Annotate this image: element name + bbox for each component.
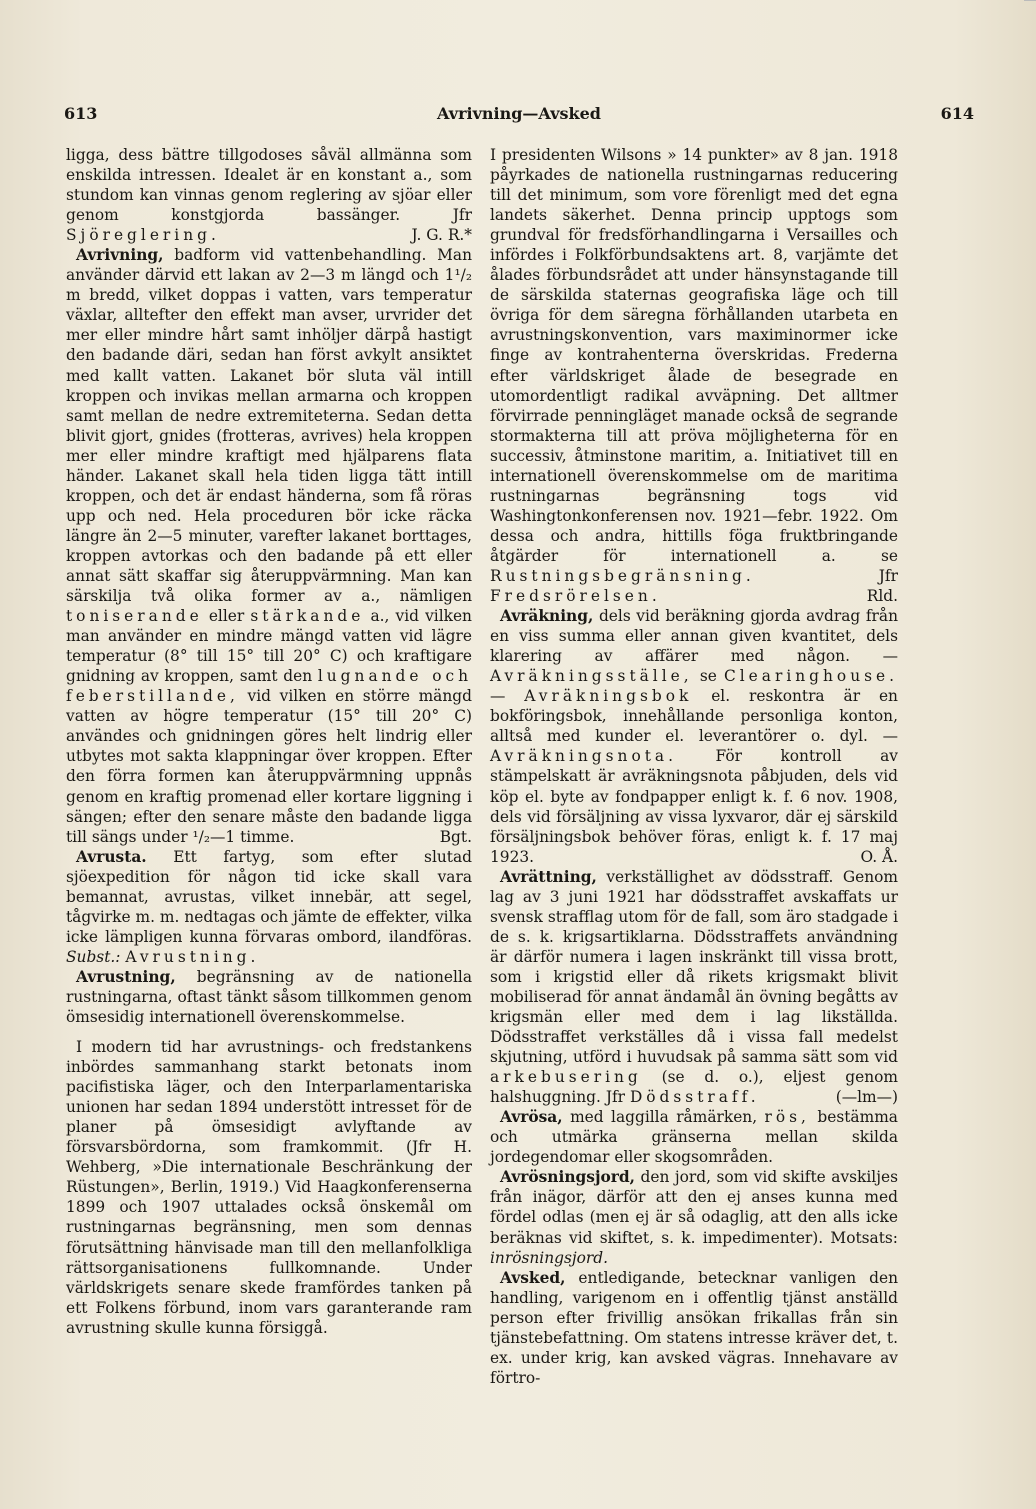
headword: Avsked, (500, 1268, 566, 1287)
author-signature: O. Å. (860, 847, 898, 866)
cross-reference: Dödsstraff. (629, 1088, 760, 1107)
author-signature: Rld. (866, 587, 898, 606)
headword: Avräkning, (500, 607, 594, 626)
entry-avrivning: Avrivning, badform vid vattenbehandling. Man använder därvid ett lakan av 2—3 m längd och 1¹/₂ m bredd, vilket doppas i vatten, vars temperatur växlar, alltefter den effekt man avser, urvrider det mer eller mindre hårt samt inhöljer därpå hastigt den badande däri, sedan han först avkylt ansiktet med kallt vatten. Lakanet bör sluta väl intill kroppen och invikas mellan armarna och kroppen samt mellan de nedre extremiteterna. Sedan detta blivit gjort, gnides (frotteras, avrives) hela kroppen mer eller mindre kraftigt med hjälparens flata händer. Lakanet skall hela tiden ligga tätt intill kroppen, och det är endast händerna, som få röras upp och ned. Hela proceduren bör icke räcka längre än 2—5 minuter, varefter lakanet borttages, kroppen avtorkas och den badande på ett eller annat sätt skaffar sig återuppvärmning. Man kan särskilja två olika former av a., nämligen toniserande eller stärkande a., vid vilken man använder en mindre mängd vatten vid lägre temperatur (8° till 15° till 20° C) och kraftigare gnidning av kroppen, samt den lugnande och feberstillande, vid vilken en större mängd vatten av högre temperatur (15° till 20° C) användes och gnidningen göres helt lindrig eller utbytes mot sakta klappningar över kroppen. Efter den förra formen kan återuppvärmning uppnås genom en kraftig promenad eller kortare liggning i sängen; efter den senare måste den badande ligga till sängs under ¹/₂—1 timme. Bgt. (66, 246, 472, 846)
cross-reference: Avrustning. (125, 947, 260, 966)
author-signature: Bgt. (439, 827, 472, 846)
author-signature: J. G. R.* (411, 226, 472, 245)
entry-avrakning: Avräkning, dels vid beräkning gjorda avdrag från en viss summa eller annan given kvantitet, dels klarering av affärer med någon. — Avräkningsställe, se Clearinghouse. — Avräkningsbok el. reskontra är en bokföringsbok, innehållande personliga konton, alltså med kunder el. leverantörer o. dyl. — Avräkningsnota. För kontroll av stämpelskatt är avräkningsnota påbjuden, dels vid köp el. byte av fondpapper enligt k. f. 6 nov. 1908, dels vid försäljning av vissa lyxvaror, där ej särskild försäljningsbok behöver föras, enligt k. f. 17 maj 1923. O. Å. (490, 607, 898, 866)
entry-avrosa: Avrösa, med laggilla råmärken, rös, bestämma och utmärka gränserna mellan skilda jordegendomar eller skogsområden. (490, 1108, 898, 1167)
entry-avrustning-body: I modern tid har avrustnings- och fredstankens inbördes sammanhang starkt betonats inom pacifistiska läger, och den Interparlamentariska unionen har sedan 1894 understött intresset för de planer på ömsesidigt avlyftande av försvarsbördorna, som framkommit. (Jfr H. Wehberg, »Die internationale Beschränkung der Rüstungen», Berlin, 1919.) Vid Haagkonferenserna 1899 och 1907 uttalades också önskemål om rustningarnas begränsning, men som dennas förutsättning hänvisade man till den mellanfolkliga rättsorganisationens fullkomnande. Under världskrigets senare skede framfördes tanken på ett Folkens förbund, inom vars garanterande ram avrustning skulle kunna försiggå. (66, 1038, 472, 1337)
entry-avrusta: Avrusta. Ett fartyg, som efter slutad sjöexpedition för någon tid icke skall vara bemannat, avrustas, vilket innebär, att segel, tågvirke m. m. nedtagas och jämte de effekter, vilka icke lämpligen kunna förvaras ombord, ilandföras. Subst.: Avrustning. (66, 847, 472, 966)
running-title: Avrivning—Avsked (437, 104, 601, 123)
right-page-number: 614 (940, 104, 974, 123)
headword: Avrättning, (500, 867, 597, 886)
left-column (66, 145, 472, 1338)
crop-mark (1024, 0, 1036, 7)
entry-avrustning-continued: I presidenten Wilsons » 14 punkter» av 8 jan. 1918 påyrkades de nationella rustningarnas reducering till det minimum, som vore förenligt med det egna landets säkerhet. Denna princip upptogs som grundval för fredsförhandlingarna i Versailles och infördes i Folkförbundsaktens art. 8, varjämte det ålades förbundsrådet att under hänsynstagande till de särskilda staternas geografiska läge och till övriga för dem säregna förhållanden utarbeta en avrustningskonvention, vars maximinormer icke finge av kontrahenterna överskridas. Frederna efter världskriget ålade de besegrade en utomordentligt radikal avväpning. Det alltmer förvirrade penningläget manade också de segrande stormakterna till att pröva möjligheterna för en successiv, åtminstone maritim, a. Initiativet till en internationell överenskommelse om de maritima rustningarnas begränsning togs vid Washingtonkonferensen nov. 1921—febr. 1922. Om dessa och andra, hittills föga fruktbringande åtgärder för internationell a. se Rustningsbegränsning. Jfr Fredsrörelsen. Rld. (490, 146, 898, 606)
entry-avrattning: Avrättning, verkställighet av dödsstraff. Genom lag av 3 juni 1921 har dödsstraffet avskaffats ur svensk strafflag utom för de fall, som äro stadgade i de s. k. krigsartiklarna. Dödsstraffets användning är därför numera i lagen inskränkt till vissa brott, som i krigstid eller då rikets krigsmakt blivit mobiliserad för annat ändamål än övning begåtts av krigsmän eller med dem i lag likställda. Dödsstraffet verkställes då i vissa fall medelst skjutning, utförd i huvudsak på samma sätt som vid arkebusering (se d. o.), eljest genom halshuggning. Jfr Dödsstraff. (—lm—) (490, 867, 898, 1107)
entry-avsked: Avsked, entledigande, betecknar vanligen den handling, varigenom en i offentlig tjänst anställd person efter frivillig ansökan frikallas från sin tjänstebefattning. Om statens intresse kräver det, t. ex. under krig, kan avsked vägras. Innehavare av förtro- (490, 1268, 898, 1387)
entry-avrustning: Avrustning, begränsning av de nationella rustningarna, oftast tänkt såsom tillkommen genom ömsesidig internationell överenskommelse. (66, 967, 472, 1027)
headword: Avrösningsjord, (500, 1168, 636, 1187)
headword: Avrustning, (76, 967, 176, 986)
entry-avrosningsjord: Avrösningsjord, den jord, som vid skifte avskiljes från inägor, därför att den ej anses kunna med fördel odlas (men ej är så odaglig, att den alls icke beräknas vid skiftet, s. k. impedimenter). Motsats: inrösningsjord. (490, 1168, 898, 1267)
headword: Avrivning, (76, 246, 164, 265)
cross-reference: Sjöreglering. (66, 226, 220, 245)
left-page-number: 613 (64, 104, 98, 123)
headword: Avrösa, (500, 1108, 563, 1127)
entry-continuation: ligga, dess bättre tillgodoses såväl allmänna som enskilda intressen. Idealet är en konstant a., som stundom kan vinnas genom reglering av sjöar eller genom konstgjorda bassänger. Jfr Sjöreglering. J. G. R.* (66, 146, 472, 245)
page-header (64, 104, 974, 128)
right-column (490, 145, 898, 1388)
cross-reference: Rustningsbegränsning. (490, 566, 755, 585)
headword: Avrusta. (76, 847, 147, 866)
cross-reference: Fredsrörelsen. (490, 587, 661, 606)
author-signature: (—lm—) (835, 1088, 898, 1107)
